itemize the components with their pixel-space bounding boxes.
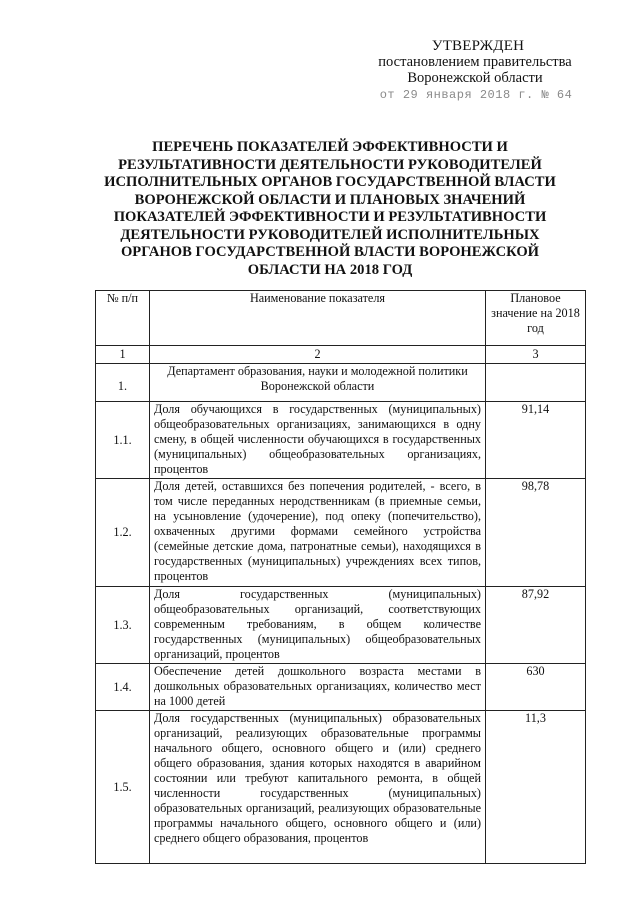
header-number: № п/п <box>96 291 150 346</box>
table-row <box>96 664 586 711</box>
row-number: 1.1. <box>96 402 150 479</box>
section-department-name: Департамент образования, науки и молодежной политики Воронежской области <box>150 364 486 402</box>
header-indicator-name: Наименование показателя <box>150 291 486 346</box>
table-row <box>96 587 586 664</box>
table-row <box>96 402 586 479</box>
table-row <box>96 711 586 864</box>
row-planned-value: 98,78 <box>486 479 586 587</box>
column-number-row <box>96 346 586 364</box>
section-number: 1. <box>96 364 150 402</box>
row-indicator-name: Доля обучающихся в государственных (муниципальных) общеобразовательных организациях, занимающихся в одну смену, в общей численности обучающихся в государственных (муниципальных) общеобразовательных организациях, процентов <box>150 402 486 479</box>
section-row <box>96 364 586 402</box>
approval-heading: УТВЕРЖДЕН <box>431 38 525 54</box>
row-indicator-name: Доля государственных (муниципальных) образовательных организаций, реализующих образовательные программы начального общего, основного общего и (или) среднего общего образования, здания которых находятся в аварийном состоянии или требуют капитального ремонта, в общей численности государственных (муниципальных) образовательных организаций, реализующих образовательные программы начального общего, основного общего и (или) среднего общего образования, процентов <box>150 711 486 864</box>
row-number: 1.5. <box>96 711 150 864</box>
approval-region-line: Воронежской области <box>407 70 543 86</box>
row-indicator-name: Обеспечение детей дошкольного возраста местами в дошкольных образовательных организациях, количество мест на 1000 детей <box>150 664 486 711</box>
row-number: 1.3. <box>96 587 150 664</box>
row-planned-value: 87,92 <box>486 587 586 664</box>
row-planned-value: 630 <box>486 664 586 711</box>
row-number: 1.2. <box>96 479 150 587</box>
table-row <box>96 479 586 587</box>
column-number: 2 <box>150 346 486 364</box>
document-title: ПЕРЕЧЕНЬ ПОКАЗАТЕЛЕЙ ЭФФЕКТИВНОСТИ И РЕЗУЛЬТАТИВНОСТИ ДЕЯТЕЛЬНОСТИ РУКОВОДИТЕЛЕЙ ИСПОЛНИТЕЛЬНЫХ ОРГАНОВ ГОСУДАРСТВЕННОЙ ВЛАСТИ ВОРОНЕЖСКОЙ ОБЛАСТИ И ПЛАНОВЫХ ЗНАЧЕНИЙ ПОКАЗАТЕЛЕЙ ЭФФЕКТИВНОСТИ И РЕЗУЛЬТАТИВНОСТИ ДЕЯТЕЛЬНОСТИ РУКОВОДИТЕЛЕЙ ИСПОЛНИТЕЛЬНЫХ ОРГАНОВ ГОСУДАРСТВЕННОЙ ВЛАСТИ ВОРОНЕЖСКОЙ ОБЛАСТИ НА 2018 ГОД <box>104 139 556 278</box>
row-planned-value: 11,3 <box>486 711 586 864</box>
decree-reference: от 29 января 2018 г. № 64 <box>379 88 573 102</box>
header-planned-value: Плановое значение на 2018 год <box>486 291 586 346</box>
column-number: 1 <box>96 346 150 364</box>
row-indicator-name: Доля государственных (муниципальных) общеобразовательных организаций, соответствующих современным требованиям, в общем количестве государственных (муниципальных) общеобразовательных организаций, процентов <box>150 587 486 664</box>
column-number: 3 <box>486 346 586 364</box>
row-number: 1.4. <box>96 664 150 711</box>
indicators-table <box>95 290 586 864</box>
row-planned-value: 91,14 <box>486 402 586 479</box>
row-indicator-name: Доля детей, оставшихся без попечения родителей, - всего, в том числе переданных неродственникам (в приемные семьи, на усыновление (удочерение), под опеку (попечительство), охваченных другими формами семейного устройства (семейные детские дома, патронатные семьи), находящихся в государственных (муниципальных) учреждениях всех типов, процентов <box>150 479 486 587</box>
approval-authority-line: постановлением правительства <box>378 54 572 70</box>
table-header-row <box>96 291 586 346</box>
section-value-cell <box>486 364 586 402</box>
approval-block <box>360 38 590 103</box>
